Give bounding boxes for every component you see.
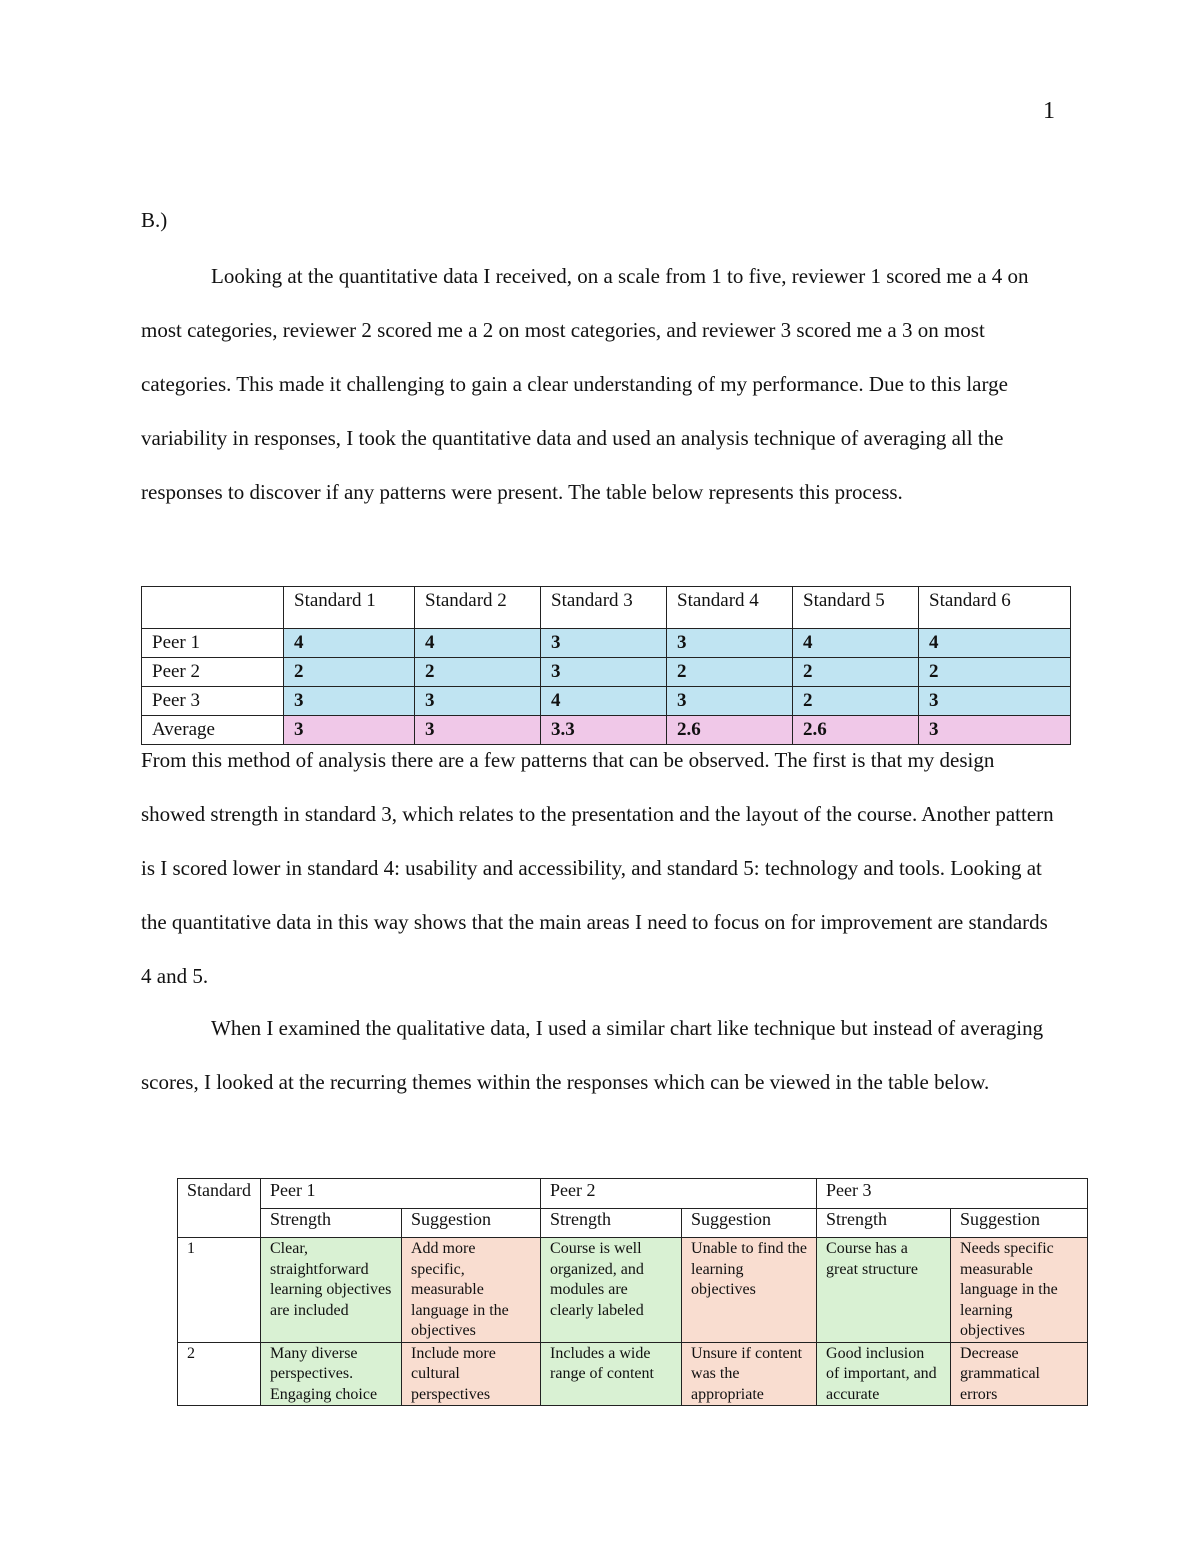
average-cell: 3.3 [541,716,667,745]
score-cell: 2 [793,658,919,687]
standard-number: 2 [178,1342,261,1406]
table-row [178,1238,1088,1343]
paragraph-qualitative-intro: When I examined the qualitative data, I used a similar chart like technique but instead of averaging scores, I looked at the recurring themes within the responses which can be viewed in the table below. [141,1016,1044,1094]
suggestion-cell: Needs specific measurable language in the learning objectives [951,1238,1088,1343]
strength-header: Strength [261,1209,402,1238]
strength-header: Strength [817,1209,951,1238]
score-cell: 3 [284,687,415,716]
quant-header-cell: Standard 1 [284,587,415,629]
average-cell: 2.6 [793,716,919,745]
qual-subheader-row [178,1209,1088,1238]
average-cell: 3 [284,716,415,745]
score-cell: 3 [667,687,793,716]
quant-header-cell: Standard 4 [667,587,793,629]
qual-header-row [178,1179,1088,1209]
row-label: Peer 1 [142,629,284,658]
score-cell: 2 [415,658,541,687]
standard-number: 1 [178,1238,261,1343]
suggestion-header: Suggestion [402,1209,541,1238]
table-row [178,1342,1088,1406]
score-cell: 2 [919,658,1071,687]
quant-header-row [142,587,1071,629]
peer-header: Peer 1 [261,1179,541,1209]
score-cell: 4 [415,629,541,658]
row-label: Peer 2 [142,658,284,687]
average-cell: 2.6 [667,716,793,745]
score-cell: 3 [541,658,667,687]
score-cell: 3 [919,687,1071,716]
suggestion-cell: Unable to find the learning objectives [682,1238,817,1343]
cell-text: Good inclusion of important, and accurate [826,1344,937,1403]
cell-text: Include more cultural perspectives [411,1344,496,1403]
score-cell: 4 [919,629,1071,658]
score-cell: 3 [415,687,541,716]
score-cell: 2 [667,658,793,687]
suggestion-cell [682,1342,817,1406]
suggestion-header: Suggestion [682,1209,817,1238]
suggestion-header: Suggestion [951,1209,1088,1238]
row-label: Average [142,716,284,745]
quant-header-cell: Standard 2 [415,587,541,629]
average-cell: 3 [415,716,541,745]
strength-cell: Clear, straightforward learning objectives are included [261,1238,402,1343]
quant-header-cell: Standard 3 [541,587,667,629]
cell-text: Unsure if content was the appropriate [691,1344,803,1403]
strength-cell: Course is well organized, and modules are clearly labeled [541,1238,682,1343]
paragraph-quantitative-intro: Looking at the quantitative data I received, on a scale from 1 to five, reviewer 1 scored me a 4 on most categories, reviewer 2 scored me a 2 on most categories, and reviewer 3 scored me a 3 on most categories. This made it challenging to gain a clear understanding of my performance. Due to this large variability in responses, I took the quantitative data and used an analysis technique of averaging all the responses to discover if any patterns were present. The table below represents this process. [141,264,1029,504]
score-cell: 3 [541,629,667,658]
paragraph-quantitative-analysis: From this method of analysis there are a few patterns that can be observed. The first is that my design showed strength in standard 3, which relates to the presentation and the layout of the course. Another pattern is I scored lower in standard 4: usability and accessibility, and standard 5: technology and tools. Looking at the quantitative data in this way shows that the main areas I need to focus on for improvement are standards 4 and 5. [141,748,1054,988]
peer-header: Peer 3 [817,1179,1088,1209]
strength-cell: Course has a great structure [817,1238,951,1343]
score-cell: 4 [284,629,415,658]
average-cell: 3 [919,716,1071,745]
score-cell: 2 [793,687,919,716]
qualitative-themes-table [177,1178,1088,1406]
table-row [142,687,1071,716]
suggestion-cell [951,1342,1088,1406]
peer-header: Peer 2 [541,1179,817,1209]
strength-cell [541,1342,682,1406]
suggestion-cell: Add more specific, measurable language in the objectives [402,1238,541,1343]
quantitative-scores-table [141,586,1071,745]
score-cell: 3 [667,629,793,658]
cell-text: Includes a wide range of content [550,1344,654,1382]
table-row [142,658,1071,687]
score-cell: 4 [541,687,667,716]
section-label: B.) [141,208,168,232]
score-cell: 4 [793,629,919,658]
strength-cell [817,1342,951,1406]
score-cell: 2 [284,658,415,687]
strength-header: Strength [541,1209,682,1238]
quant-header-cell [142,587,284,629]
table-row [142,629,1071,658]
cell-text: Many diverse perspectives. Engaging choice [270,1344,378,1403]
suggestion-cell [402,1342,541,1406]
page-number: 1 [1043,98,1055,124]
quant-header-cell: Standard 5 [793,587,919,629]
cell-text: Decrease grammatical errors [960,1344,1040,1403]
row-label: Peer 3 [142,687,284,716]
quant-header-cell: Standard 6 [919,587,1071,629]
standard-header: Standard [178,1179,261,1238]
strength-cell [261,1342,402,1406]
